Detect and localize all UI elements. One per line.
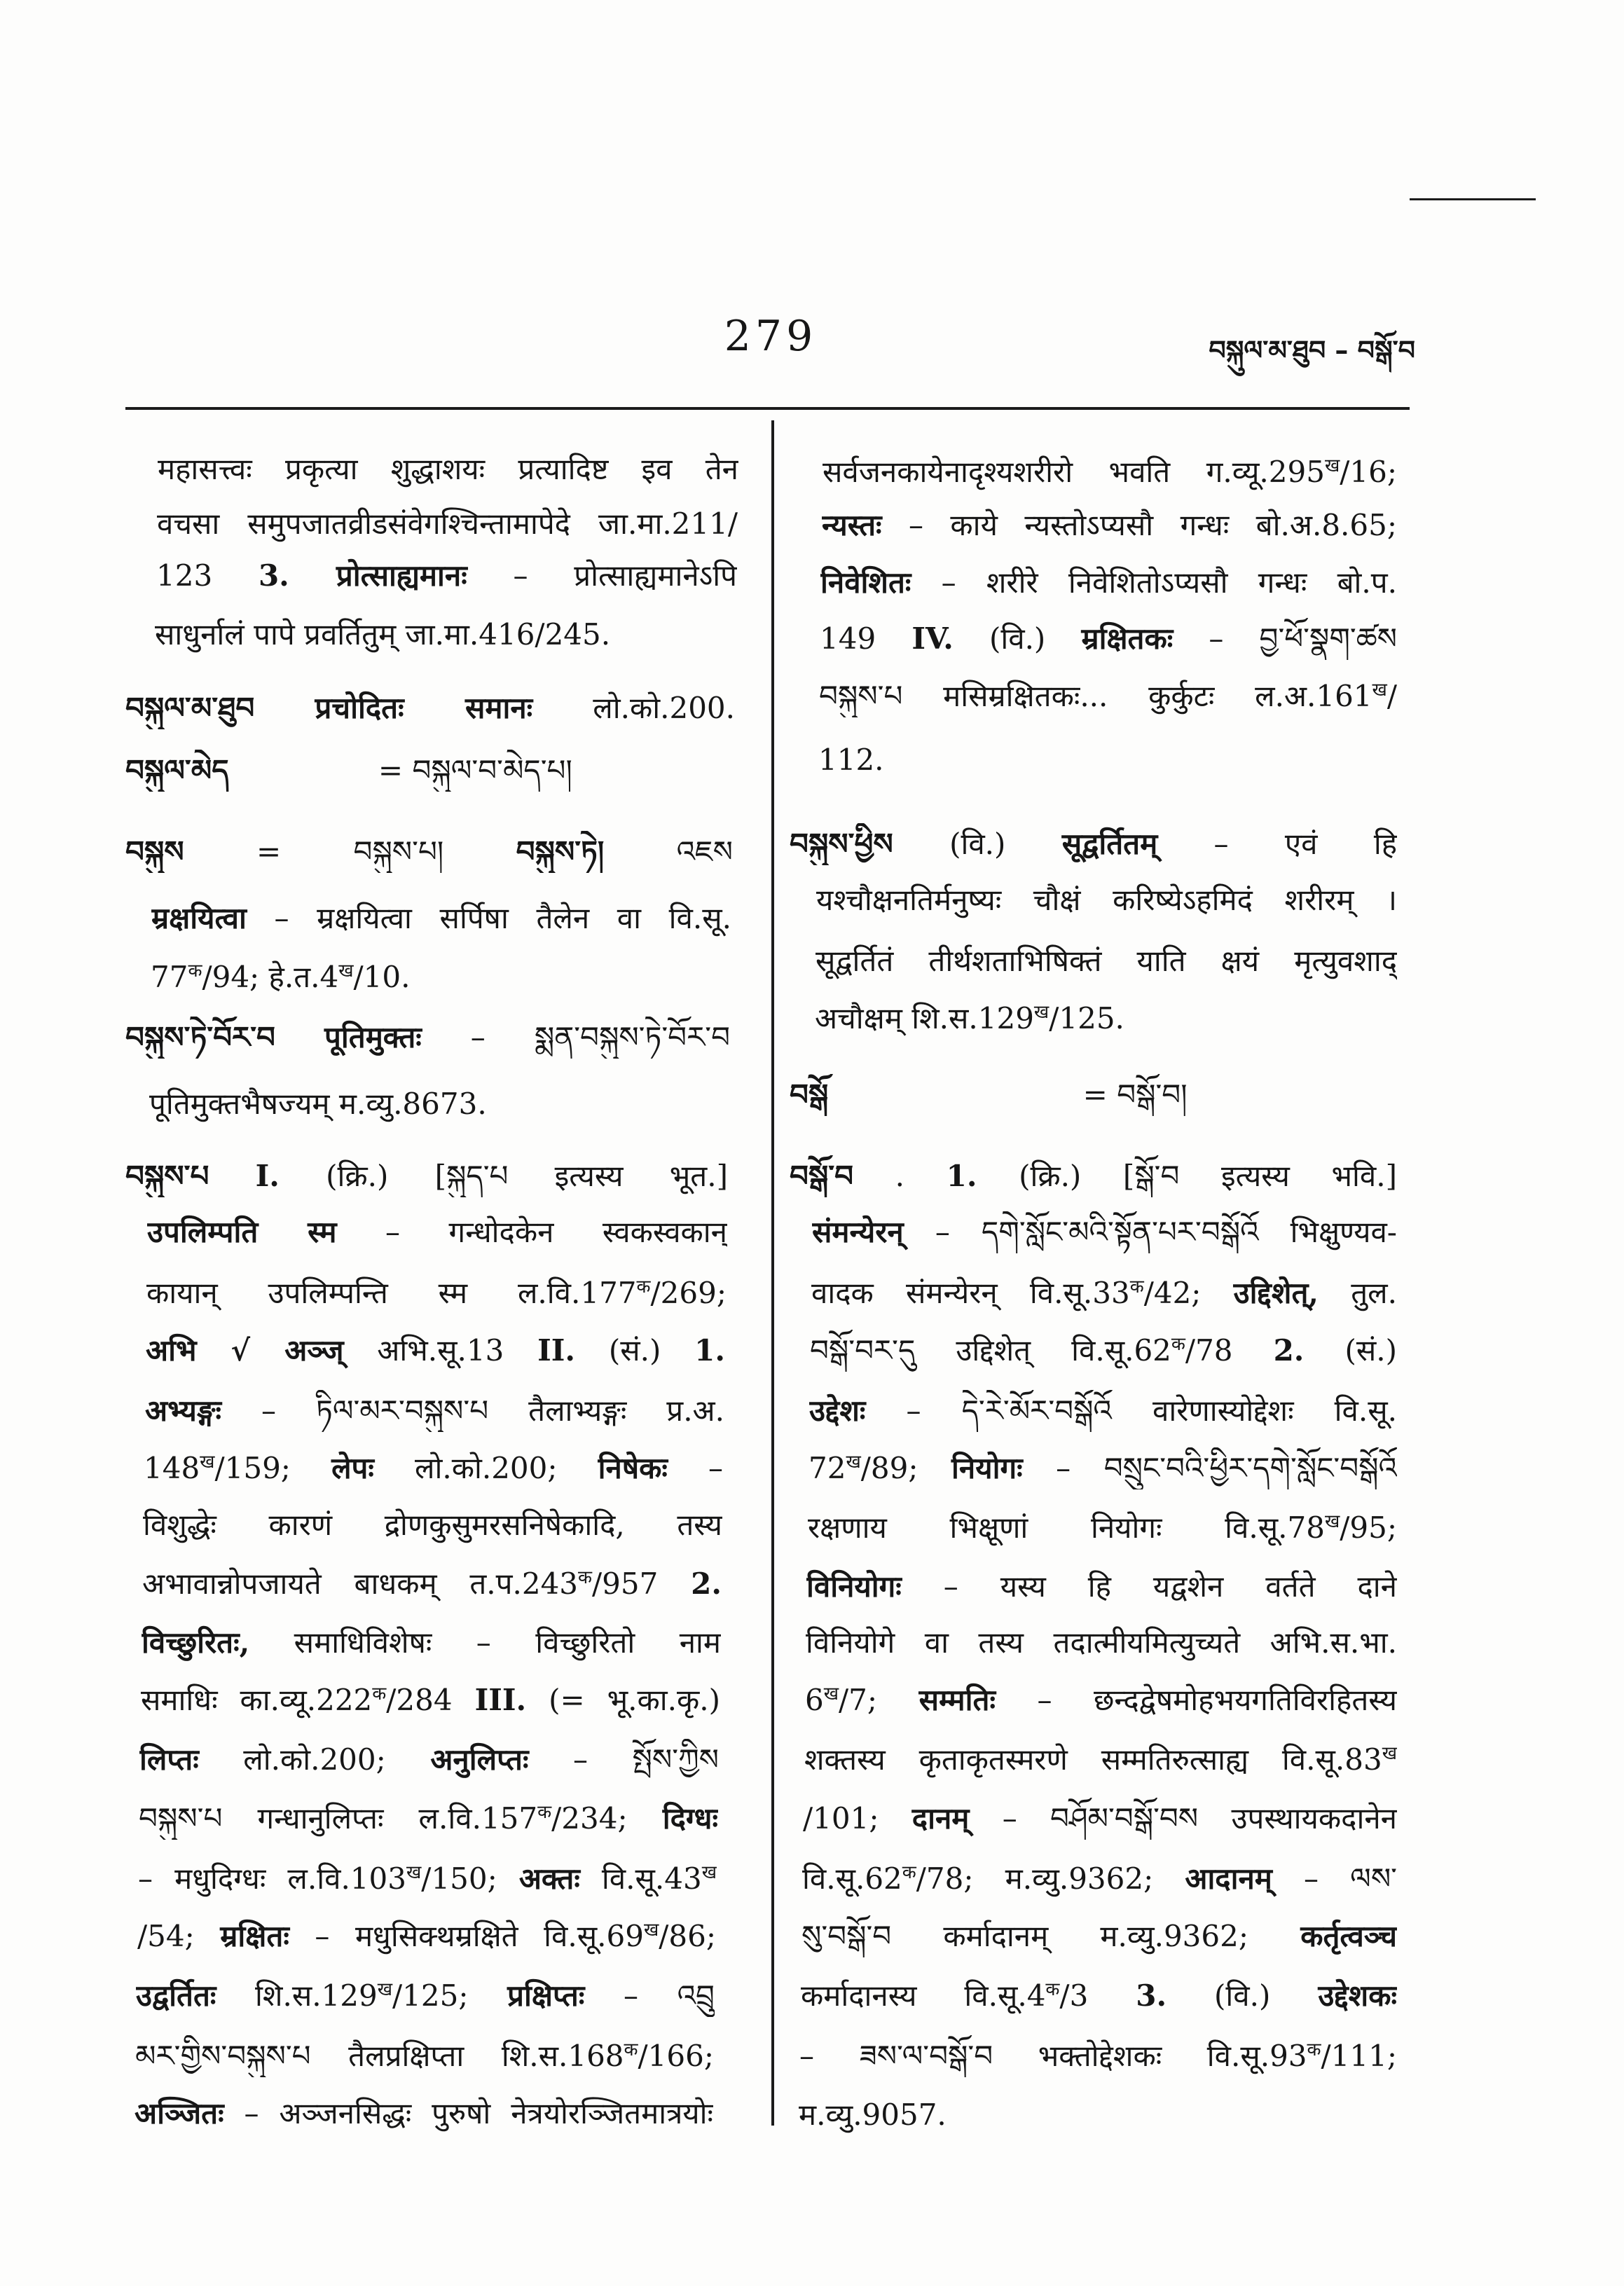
text-run: /78; म.व्यु.9362;	[916, 1861, 1185, 1896]
text-run: – ཟས་ལ་བསྒོ་བ भक्तोद्देशकः वि.सू.93	[799, 2039, 1307, 2073]
folio-superscript: क	[636, 1276, 651, 1297]
text-run: सूद्वर्तितं तीर्थशताभिषिक्तं याति क्षयं मृत्युवशाद्	[816, 944, 1397, 978]
text-run: – བྱ་ཕོ་སྣག་ཚས	[1173, 621, 1397, 656]
text-run: विनियोगे वा तस्य तदात्मीयमित्युच्यते अभि.स.भा.	[806, 1625, 1397, 1660]
bold-term: उद्देशः	[809, 1393, 866, 1428]
text-line	[816, 879, 1397, 921]
text-run: (क्रि.) [སྒོ་བ इत्यस्य भवि.]	[977, 1159, 1397, 1193]
text-line	[790, 823, 1397, 865]
bold-term: विनियोगः	[806, 1569, 902, 1604]
text-line	[805, 1679, 1397, 1721]
text-run: /10.	[353, 960, 411, 994]
bold-term: उद्वर्तितः	[136, 1978, 216, 2013]
text-line	[823, 451, 1397, 493]
text-run: /159;	[214, 1451, 332, 1485]
text-run: वि.सू.62	[802, 1861, 902, 1896]
text-run: /86;	[659, 1919, 716, 1953]
text-run: /	[1386, 679, 1397, 713]
bold-term: 3. प्रोत्साह्यमानः	[258, 558, 467, 593]
text-run: कर्मादानस्य वि.सू.4	[801, 1978, 1046, 2013]
text-run: –	[667, 1451, 723, 1485]
folio-superscript: ख	[1033, 1002, 1050, 1023]
text-run: 6	[805, 1683, 824, 1717]
text-run: समाधिः का.व्यू.222	[141, 1683, 373, 1717]
folio-superscript: क	[578, 1567, 593, 1588]
bold-term: निवेशितः	[820, 565, 911, 600]
text-run: शक्तस्य कृताकृतस्मरणे सम्मतिरुत्साह्य वि.सू.83	[804, 1742, 1382, 1777]
text-line	[820, 562, 1397, 604]
text-run: तुल.	[1319, 1276, 1397, 1310]
folio-superscript: ख	[377, 1979, 393, 2000]
text-run: སུ་བསྒོ་བ कर्मादानम् म.व्यु.9362;	[801, 1919, 1301, 1953]
bold-term: IV.	[911, 621, 954, 656]
bold-term: II.	[537, 1333, 576, 1368]
text-run: – ཏིལ་མར་བསྐུས་པ तैलाभ्यङ्गः प्र.अ.	[221, 1393, 724, 1428]
bold-term: བསྒོ	[790, 1077, 829, 1112]
page-number: 279	[724, 312, 818, 361]
text-run: शि.स.129	[216, 1978, 378, 2013]
bold-term: न्यस्तः	[822, 508, 882, 542]
text-run: འཇས	[604, 834, 733, 869]
text-run: – यस्य हि यद्वशेन वर्तते दाने	[901, 1569, 1397, 1604]
text-line	[811, 1272, 1397, 1314]
text-run: लो.को.200;	[198, 1742, 431, 1777]
text-line	[803, 1798, 1397, 1840]
folio-superscript: क	[624, 2039, 638, 2060]
bold-term: दानम्	[911, 1801, 970, 1836]
bold-term: བསྐུལ་མ་ཐུབ	[125, 691, 255, 725]
folio-superscript: ख	[1382, 1743, 1397, 1764]
text-run: – བསྲུང་བའི་ཕྱིར་དགེ་སློང་བསྒོའོ	[1022, 1451, 1397, 1485]
text-line	[806, 1622, 1397, 1664]
text-run: – शरीरे निवेशितोऽप्यसौ गन्धः बो.प.	[911, 565, 1397, 600]
folio-superscript: ख	[1372, 680, 1387, 701]
folio-superscript: ख	[1324, 455, 1340, 476]
text-line	[802, 1858, 1397, 1900]
text-line	[816, 940, 1397, 982]
folio-superscript: क	[372, 1683, 387, 1705]
text-run: वादक संमन्येरन् वि.सू.33	[811, 1276, 1130, 1310]
text-run: – ལས་	[1272, 1861, 1397, 1896]
text-line	[799, 2035, 1397, 2077]
bold-term: བསྐུལ་མེད	[125, 753, 229, 787]
bold-term: III.	[474, 1683, 527, 1717]
bold-term: 2.	[691, 1567, 722, 1601]
text-line	[790, 1155, 1397, 1197]
bold-term: I.	[255, 1159, 280, 1193]
bold-term: 2.	[1273, 1333, 1305, 1368]
bold-term: सूद्वर्तितम्	[1061, 827, 1158, 861]
text-run: यश्चौक्षनतिर्मनुष्यः चौक्षं करिष्येऽहमिदं शरीरम् ।	[816, 883, 1397, 917]
text-line	[790, 1074, 1397, 1116]
bold-term: 1.	[694, 1333, 725, 1368]
bold-term: लेपः	[331, 1451, 374, 1485]
text-run: – म्रक्षयित्वा सर्पिषा तैलेन वा वि.सू.	[246, 901, 731, 935]
text-run: བསྐུས་པ मसिम्रक्षितकः... कुर्कुटः ल.अ.161	[819, 679, 1372, 713]
text-run: /125.	[1049, 1001, 1124, 1035]
text-run: – काये न्यस्तोऽप्यसौ गन्धः बो.अ.8.65;	[881, 508, 1397, 542]
folio-superscript: ख	[200, 1452, 215, 1473]
bold-term: म्रक्षितकः	[1081, 621, 1174, 656]
text-run: कायान् उपलिम्पन्ति स्म ल.वि.177	[146, 1276, 637, 1310]
text-run: – मधुदिग्धः ल.वि.103	[138, 1861, 406, 1896]
bold-term: 3.	[1136, 1978, 1167, 2013]
text-line	[804, 1739, 1397, 1781]
text-run: /101;	[803, 1801, 912, 1836]
text-run: བསྐུལ་བ་མེད་པ།	[412, 753, 572, 787]
bold-term: བསྐུས་ཏེ་བོར་བ	[125, 1020, 275, 1054]
text-run: – བཤོམ་བསྒོ་བས उपस्थायकदानेन	[969, 1801, 1397, 1836]
folio-superscript: ख	[823, 1683, 839, 1705]
bold-term: अभि √ अञ्ज्	[146, 1333, 344, 1368]
text-line	[801, 1975, 1397, 2017]
text-run: अभावान्नोपजायते बाधकम् त.प.243	[142, 1567, 579, 1601]
bold-term: लिप्तः	[139, 1742, 199, 1777]
folio-superscript: क	[902, 1862, 916, 1883]
text-line	[810, 1330, 1397, 1372]
folio-superscript: क	[1307, 2039, 1321, 2060]
bold-term: བསྐུས	[125, 834, 184, 869]
text-run: – འབྲུ	[584, 1978, 715, 2013]
bold-term: प्रचोदितः समानः	[315, 691, 533, 725]
text-run: /111;	[1321, 2039, 1397, 2073]
text-run: /89;	[860, 1451, 952, 1485]
text-run: (वि.)	[1167, 1978, 1319, 2013]
bold-term: संमन्येरन्	[812, 1215, 904, 1249]
text-run: /269;	[650, 1276, 727, 1310]
bold-term: म्रक्षितः	[220, 1919, 289, 1953]
text-run: पूतिमुक्तभैषज्यम् म.व्यु.8673.	[149, 1087, 487, 1121]
bold-term: अञ्जितः	[135, 2096, 224, 2130]
folio-superscript: क	[188, 960, 202, 982]
folio-superscript: ख	[643, 1920, 659, 1941]
text-run: 77	[151, 960, 188, 994]
folio-superscript: क	[1129, 1276, 1144, 1297]
bold-term: आदानम्	[1185, 1861, 1272, 1896]
text-line	[799, 2094, 1397, 2136]
folio-superscript: ख	[846, 1452, 861, 1473]
text-run: 148	[144, 1451, 200, 1485]
text-run: བསྒོ་བར་དུ उद्दिशेत् वि.सू.62	[810, 1333, 1171, 1368]
text-run: /957	[592, 1567, 691, 1601]
text-line	[819, 675, 1397, 717]
text-run: /7;	[839, 1683, 919, 1717]
text-run: .	[853, 1159, 947, 1193]
text-line	[809, 1390, 1397, 1432]
text-run: =	[369, 753, 413, 787]
text-run: (वि.)	[893, 827, 1062, 861]
text-run: अचौक्षम् शि.स.129	[815, 1001, 1034, 1035]
folio-superscript: क	[537, 1802, 552, 1823]
text-run: 149	[820, 621, 912, 656]
text-line	[801, 1915, 1397, 1957]
text-run: – སྨན་བསྐུས་ཏེ་བོར་བ	[421, 1020, 730, 1054]
text-run: 112.	[818, 743, 884, 777]
text-run: (= भू.का.कृ.)	[526, 1683, 720, 1717]
bold-term: पूतिमुक्तः	[324, 1020, 422, 1054]
bold-term: उद्दिशेत्,	[1233, 1276, 1319, 1310]
text-run: – एवं हि	[1157, 827, 1397, 861]
text-run: – སྤོས་ཀྱིས	[528, 1742, 719, 1777]
folio-superscript: क	[1045, 1979, 1060, 2000]
bold-term: उपलिम्पति स्म	[147, 1215, 337, 1249]
text-run: लो.को.200.	[532, 691, 735, 725]
bold-term: म्रक्षयित्वा	[151, 901, 247, 935]
text-run: /78	[1185, 1333, 1274, 1368]
bold-term: अक्तः	[518, 1861, 580, 1896]
text-run: (सं.)	[575, 1333, 695, 1368]
text-run: वचसा समुपजातव्रीडसंवेगश्चिन्तामापेदे जा.मा.211/	[157, 507, 738, 541]
text-run: བསྐུས་པ गन्धानुलिप्तः ल.वि.157	[139, 1801, 538, 1836]
text-line	[808, 1447, 1397, 1489]
bold-term: प्रक्षिप्तः	[507, 1978, 585, 2013]
text-run: /234;	[551, 1801, 663, 1836]
text-run: /54;	[137, 1919, 221, 1953]
bold-term: नियोगः	[951, 1451, 1023, 1485]
bold-term: कर्तृत्वञ्च	[1300, 1919, 1397, 1953]
text-run: མར་གྱིས་བསྐུས་པ तैलप्रक्षिप्ता शि.स.168	[135, 2039, 624, 2073]
text-run: महासत्त्वः प्रकृत्या शुद्धाशयः प्रत्यादिष्ट इव तेन	[158, 452, 738, 486]
bold-term: བསྒོ་བ	[790, 1159, 854, 1193]
text-run: म.व्यु.9057.	[799, 2098, 947, 2132]
text-run: – अञ्जनसिद्धः पुरुषो नेत्रयोरञ्जितमात्रयोः	[223, 2096, 713, 2130]
text-line	[818, 739, 1397, 781]
folio-superscript: ख	[338, 960, 354, 982]
running-head: བསྐུལ་མ་ཐུབ – བསྒོ་བ	[1209, 335, 1415, 366]
bold-term: विच्छुरितः,	[142, 1625, 250, 1660]
text-line	[812, 1211, 1397, 1253]
text-run: /42;	[1143, 1276, 1234, 1310]
text-run: वि.सू.43	[579, 1861, 702, 1896]
text-run: रक्षणाय भिक्षूणां नियोगः वि.सू.78	[808, 1510, 1325, 1545]
text-run: /94; हे.त.4	[202, 960, 339, 994]
bold-term: सम्मतिः	[918, 1683, 996, 1717]
text-run: /125;	[392, 1978, 508, 2013]
bold-term: 1.	[946, 1159, 977, 1193]
text-run: /150;	[421, 1861, 519, 1896]
bold-term: བསྐུས་ཕྱིས	[790, 827, 893, 861]
bold-term: उद्देशकः	[1318, 1978, 1397, 2013]
text-run: साधुर्नालं पापे प्रवर्तितुम् जा.मा.416/245.	[155, 617, 611, 652]
text-run: – དེ་རེ་མོར་བསྒོའོ वारेणास्योद्देशः वि.सू.	[865, 1393, 1397, 1428]
text-run: – प्रोत्साह्यमानेऽपि	[467, 558, 737, 593]
text-run: (क्रि.) [སྐུད་པ इत्यस्य भूत.]	[279, 1159, 728, 1193]
bold-term: अभ्यङ्गः	[145, 1393, 221, 1428]
text-run: /166;	[638, 2039, 714, 2073]
text-run: = བསྐུས་པ།	[184, 834, 516, 869]
text-run: समाधिविशेषः – विच्छुरितो नाम	[249, 1625, 721, 1660]
text-run: अभि.सू.13	[343, 1333, 538, 1368]
text-run: – छन्दद्वेषमोहभयगतिविरहितस्य	[995, 1683, 1397, 1717]
text-run: विशुद्धेः कारणं द्रोणकुसुमरसनिषेकादि, तस्य	[143, 1508, 722, 1542]
text-run: सर्वजनकायेनादृश्यशरीरो भवति ग.व्यू.295	[823, 455, 1325, 489]
text-run: – मधुसिक्थम्रक्षिते वि.सू.69	[289, 1919, 644, 1953]
text-line	[806, 1566, 1397, 1608]
text-run: /284	[386, 1683, 475, 1717]
bold-term: दिग्धः	[662, 1801, 718, 1836]
folio-superscript: ख	[406, 1862, 422, 1883]
text-run: /16;	[1340, 455, 1397, 489]
bold-term: निषेकः	[598, 1451, 668, 1485]
bold-term: བསྐུས་ཏེ།	[516, 834, 605, 869]
bold-term: བསྐུས་པ	[125, 1159, 209, 1193]
text-run: लो.को.200;	[373, 1451, 598, 1485]
text-run: =	[1073, 1077, 1117, 1112]
text-run: (वि.)	[953, 621, 1082, 656]
bold-term: अनुलिप्तः	[430, 1742, 529, 1777]
text-line	[822, 504, 1397, 546]
text-run: 72	[808, 1451, 846, 1485]
folio-superscript: ख	[701, 1862, 717, 1883]
folio-superscript: क	[1171, 1334, 1185, 1355]
text-run: /3	[1059, 1978, 1136, 2013]
text-line	[820, 618, 1397, 660]
text-run: – དགེ་སློང་མའི་སྟོན་པར་བསྒོའོ भिक्षुण्यव-	[903, 1215, 1397, 1249]
text-line	[815, 998, 1397, 1040]
text-run: 123	[156, 558, 259, 593]
text-line	[808, 1507, 1397, 1549]
text-run: བསྒོ་བ།	[1117, 1077, 1188, 1112]
text-run: /95;	[1340, 1510, 1397, 1545]
text-run: (सं.)	[1304, 1333, 1397, 1368]
folio-superscript: ख	[1324, 1511, 1340, 1532]
text-run: – गन्धोदकेन स्वकस्वकान्	[336, 1215, 727, 1249]
